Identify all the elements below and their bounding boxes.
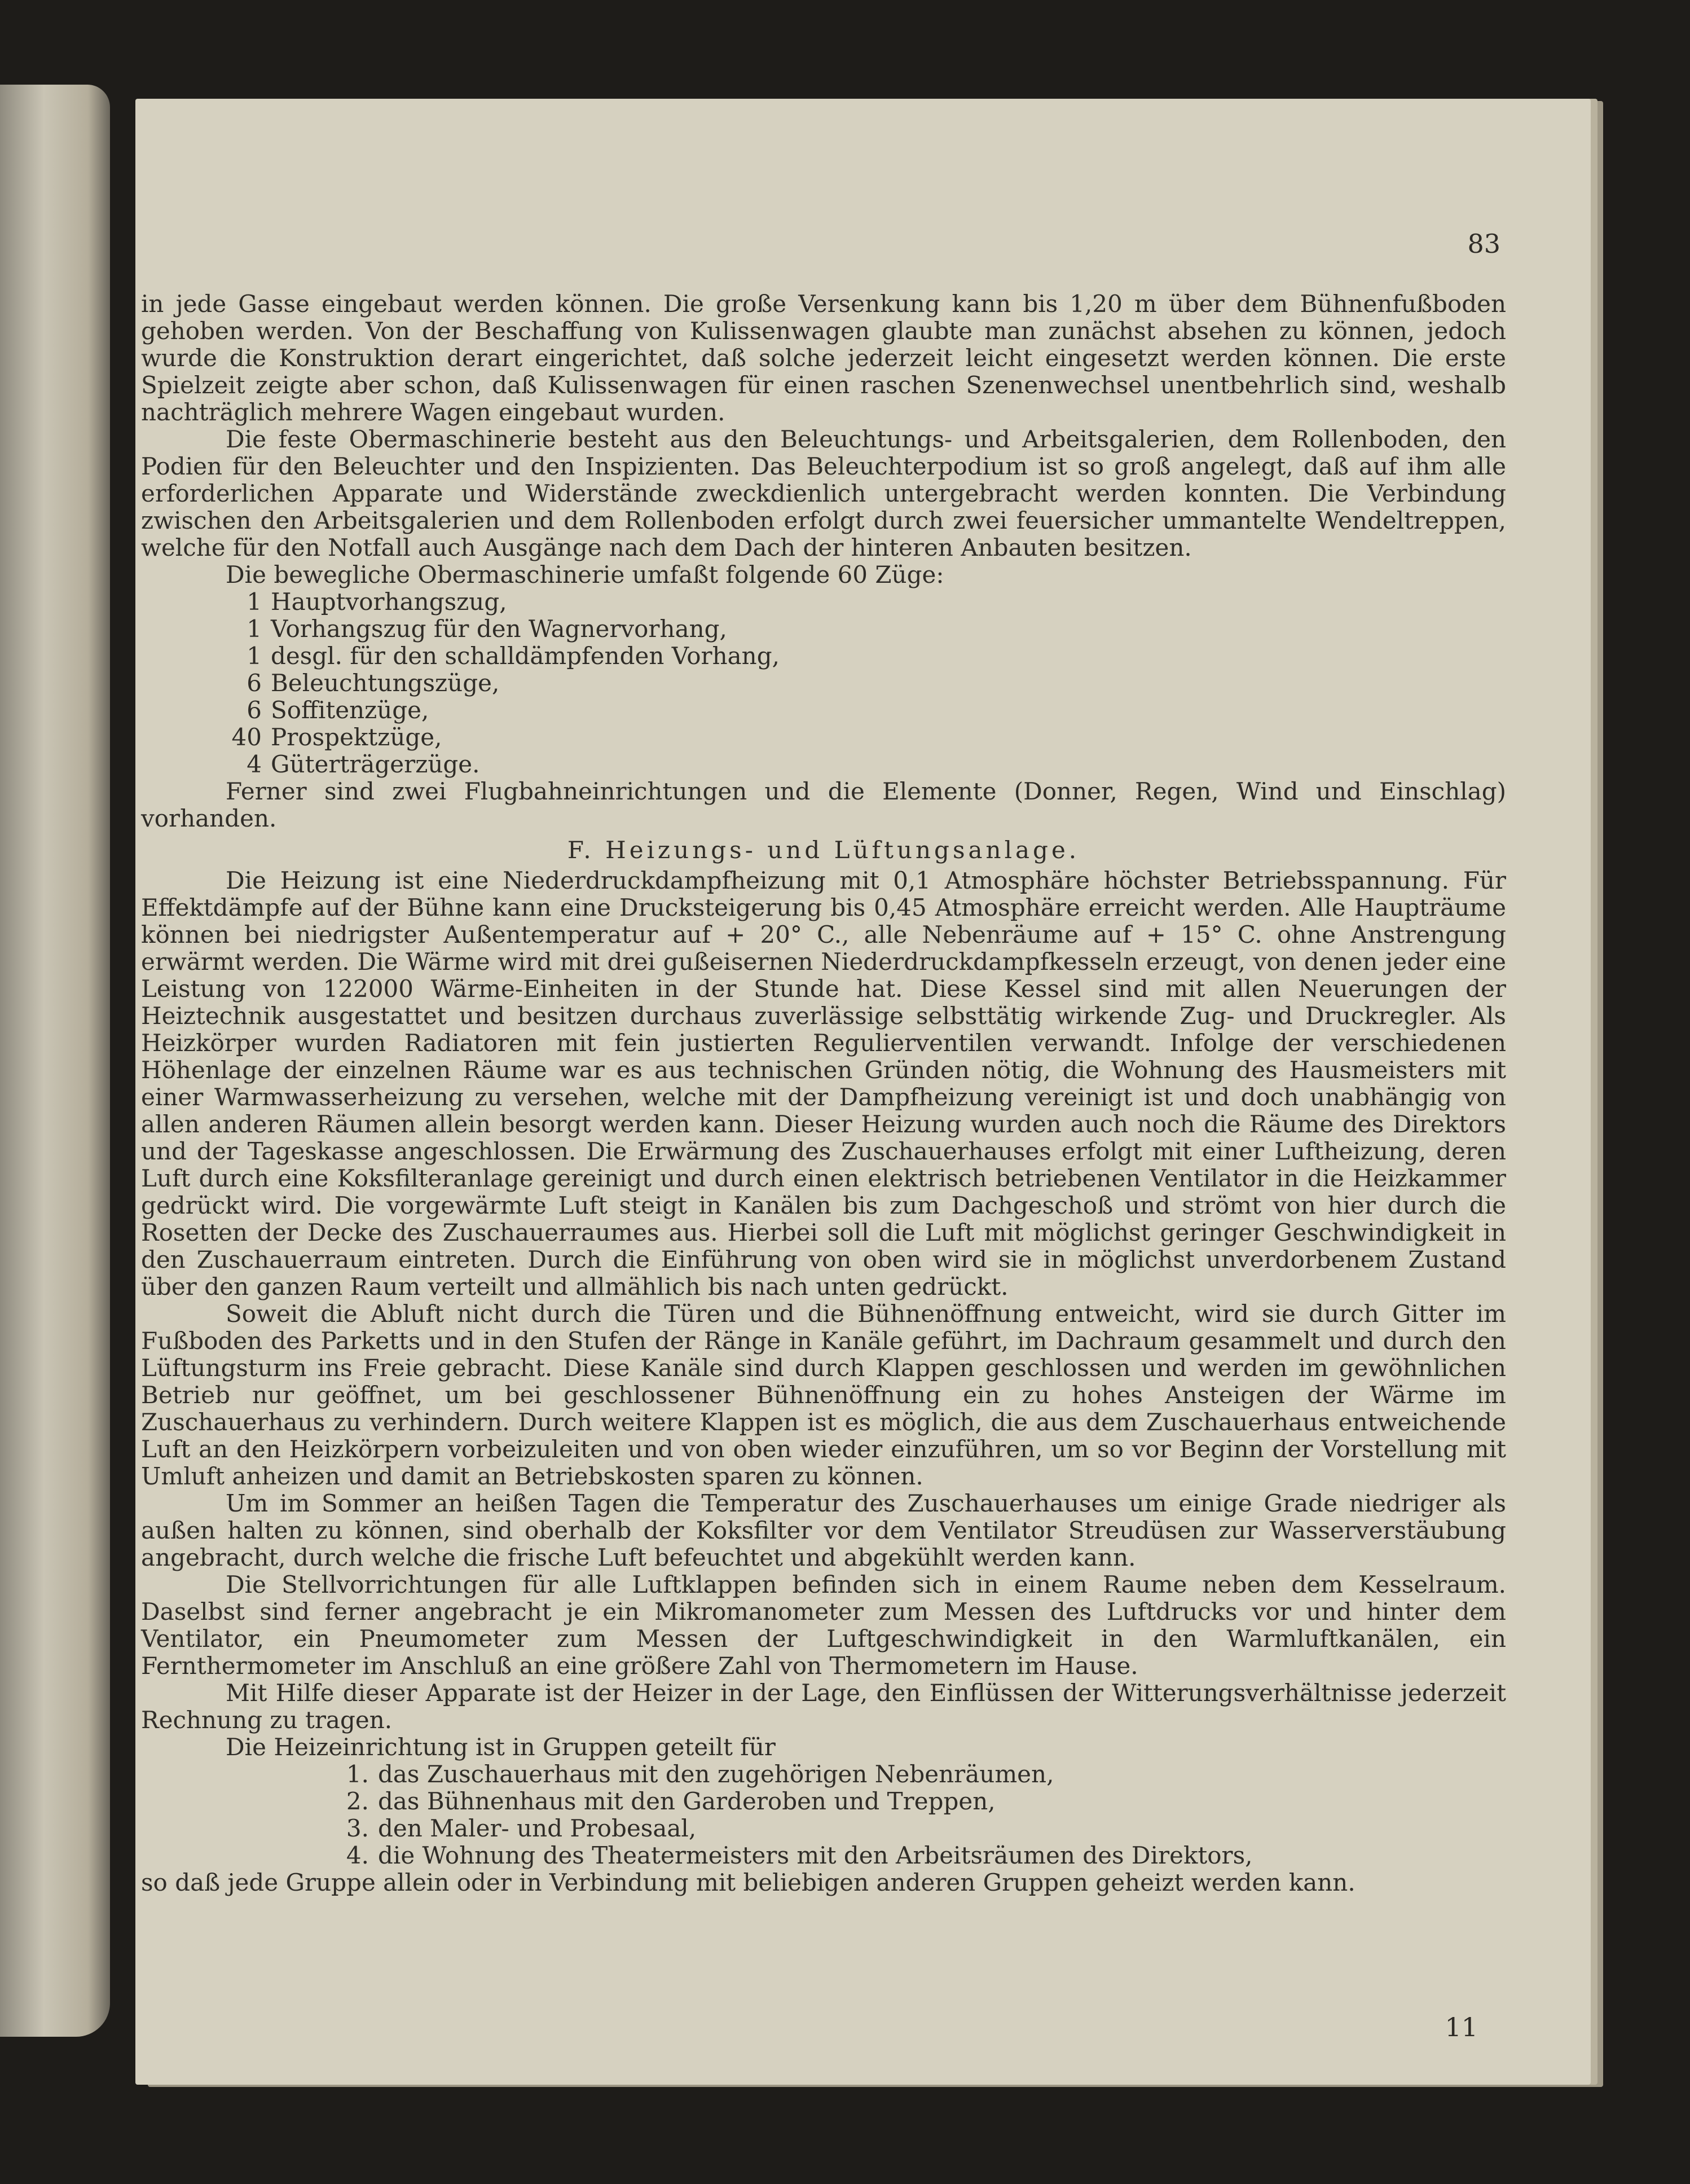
paragraph: Die Heizeinrichtung ist in Gruppen geteilt für — [226, 1733, 776, 1761]
paragraph: Soweit die Abluft nicht durch die Türen und die Bühnenöffnung entweicht, wird sie durch Gitter im Fußboden des Parketts und in den Stufen der Ränge in Kanäle geführt, im Dachraum gesammelt und durch den Lüftungsturm ins Freie gebracht. Diese Kanäle sind durch Klappen geschlossen und werden im gewöhnlichen Betrieb nur geöffnet, um bei geschlossener Bühnenöffnung ein zu hohes Ansteigen der Wärme im Zuschauerhaus zu verhindern. Durch weitere Klappen ist es möglich, die aus dem Zuschauerhaus entweichende Luft an den Heizkörpern vorbeizuleiten und von oben wieder einzuführen, um so vor Beginn der Vorstellung mit Umluft anheizen und damit an Betriebskosten sparen zu können. — [141, 1300, 1506, 1490]
list-item-text: Güterträgerzüge. — [271, 750, 480, 778]
list-item — [141, 643, 1506, 670]
list-item-count: 4 — [247, 750, 262, 778]
paragraph: Um im Sommer an heißen Tagen die Temperatur des Zuschauerhauses um einige Grade niedriger als außen halten zu können, sind oberhalb der Koksfilter vor dem Ventilator Streudüsen zur Wasserverstäubung angebracht, durch welche die frische Luft befeuchtet und abgekühlt werden kann. — [141, 1489, 1506, 1571]
section-heading: F. Heizungs- und Lüftungsanlage. — [567, 836, 1080, 864]
list-item-count: 6 — [247, 669, 262, 697]
list-item-text: das Bühnenhaus mit den Garderoben und Treppen, — [378, 1787, 996, 1815]
zuege-list — [141, 588, 1506, 778]
list-item-count: 40 — [231, 723, 262, 751]
list-item — [141, 1761, 1506, 1788]
paragraph: Die Stellvorrichtungen für alle Luftklappen befinden sich in einem Raume neben dem Kesselraum. Daselbst sind ferner angebracht je ein Mikromanometer zum Messen des Luftdrucks vor und hinter dem Ventilator, ein Pneumometer zum Messen der Luftgeschwindigkeit in den Warmluftkanälen, ein Fernthermometer im Anschluß an eine größere Zahl von Thermometern im Hause. — [141, 1571, 1506, 1680]
list-item-text: Vorhangszug für den Wagnervorhang, — [271, 615, 727, 643]
list-item — [141, 616, 1506, 643]
paragraph: Ferner sind zwei Flugbahneinrichtungen und die Elemente (Donner, Regen, Wind und Einschlag) vorhanden. — [141, 777, 1506, 832]
list-item — [141, 1842, 1506, 1869]
paragraph: Die bewegliche Obermaschinerie umfaßt folgende 60 Züge: — [226, 561, 944, 588]
list-item — [141, 1788, 1506, 1815]
list-item-text: Soffitenzüge, — [271, 696, 429, 724]
list-item-number: 1. — [346, 1760, 369, 1788]
list-item — [141, 588, 1506, 616]
page-body — [135, 291, 1506, 1896]
paragraph: in jede Gasse eingebaut werden können. Die große Versenkung kann bis 1,20 m über dem Bühnenfußboden gehoben werden. Von der Beschaffung von Kulissenwagen glaubte man zunächst absehen zu können, jedoch wurde die Konstruktion derart eingerichtet, daß solche jederzeit leicht eingesetzt werden können. Die erste Spielzeit zeigte aber schon, daß Kulissenwagen für einen raschen Szenenwechsel unentbehrlich sind, weshalb nachträglich mehrere Wagen eingebaut wurden. — [141, 290, 1506, 426]
paragraph: Mit Hilfe dieser Apparate ist der Heizer in der Lage, den Einflüssen der Witterungsverhältnisse jederzeit Rechnung zu tragen. — [141, 1679, 1506, 1734]
paragraph: so daß jede Gruppe allein oder in Verbindung mit beliebigen anderen Gruppen geheizt werden kann. — [141, 1869, 1355, 1896]
list-item — [141, 697, 1506, 724]
list-item-text: Prospektzüge, — [271, 723, 442, 751]
list-item-number: 4. — [346, 1842, 369, 1869]
facing-page-edge — [0, 85, 110, 2037]
list-item — [141, 1815, 1506, 1842]
list-item-text: das Zuschauerhaus mit den zugehörigen Nebenräumen, — [378, 1760, 1054, 1788]
page-number: 83 — [1467, 228, 1500, 259]
list-item-number: 2. — [346, 1787, 369, 1815]
list-item-count: 1 — [247, 642, 262, 670]
signature-mark: 11 — [1445, 2012, 1478, 2042]
list-item-text: den Maler- und Probesaal, — [378, 1814, 697, 1842]
list-item-count: 1 — [247, 588, 262, 616]
gruppen-list — [141, 1761, 1506, 1869]
list-item-text: Hauptvorhangszug, — [271, 588, 507, 616]
list-item-text: Beleuchtungszüge, — [271, 669, 500, 697]
paragraph: Die Heizung ist eine Niederdruckdampfheizung mit 0,1 Atmosphäre höchster Betriebsspannung. Für Effektdämpfe auf der Bühne kann eine Drucksteigerung bis 0,45 Atmosphäre erreicht werden. Alle Haupträume können bei niedrigster Außentemperatur auf + 20° C., alle Nebenräume auf + 15° C. ohne Anstrengung erwärmt werden. Die Wärme wird mit drei gußeisernen Niederdruckdampfkesseln erzeugt, von denen jeder eine Leistung von 122000 Wärme-Einheiten in der Stunde hat. Diese Kessel sind mit allen Neuerungen der Heiztechnik ausgestattet und besitzen durchaus zuverlässige selbsttätig wirkende Zug- und Druckregler. Als Heizkörper wurden Radiatoren mit fein justierten Regulierventilen verwandt. Infolge der verschiedenen Höhenlage der einzelnen Räume war es aus technischen Gründen nötig, die Wohnung des Hausmeisters mit einer Warmwasserheizung zu versehen, welche mit der Dampfheizung vereinigt ist und doch unabhängig von allen anderen Räumen allein besorgt werden kann. Dieser Heizung wurden auch noch die Räume des Direktors und der Tageskasse angeschlossen. Die Erwärmung des Zuschauerhauses erfolgt mit einer Luftheizung, deren Luft durch eine Koksfilteranlage gereinigt und durch einen elektrisch betriebenen Ventilator in die Heizkammer gedrückt wird. Die vorgewärmte Luft steigt in Kanälen bis zum Dachgeschoß und strömt von hier durch die Rosetten der Decke des Zuschauerraumes aus. Hierbei soll die Luft mit möglichst geringer Geschwindigkeit in den Zuschauerraum eintreten. Durch die Einführung von oben wird sie in möglichst unverdorbenem Zustand über den ganzen Raum verteilt und allmählich bis nach unten gedrückt. — [141, 867, 1506, 1300]
list-item — [141, 670, 1506, 697]
list-item — [141, 751, 1506, 778]
paragraph: Die feste Obermaschinerie besteht aus den Beleuchtungs- und Arbeitsgalerien, dem Rollenboden, den Podien für den Beleuchter und den Inspizienten. Das Beleuchterpodium ist so groß angelegt, daß auf ihm alle erforderlichen Apparate und Widerstände zweckdienlich untergebracht werden konnten. Die Verbindung zwischen den Arbeitsgalerien und dem Rollenboden erfolgt durch zwei feuersicher ummantelte Wendeltreppen, welche für den Notfall auch Ausgänge nach dem Dach der hinteren Anbauten besitzen. — [141, 425, 1506, 561]
list-item — [141, 724, 1506, 751]
list-item-count: 1 — [247, 615, 262, 643]
list-item-text: die Wohnung des Theatermeisters mit den Arbeitsräumen des Direktors, — [378, 1842, 1253, 1869]
list-item-number: 3. — [346, 1814, 369, 1842]
book-page — [135, 99, 1591, 2085]
list-item-count: 6 — [247, 696, 262, 724]
list-item-text: desgl. für den schalldämpfenden Vorhang, — [271, 642, 780, 670]
